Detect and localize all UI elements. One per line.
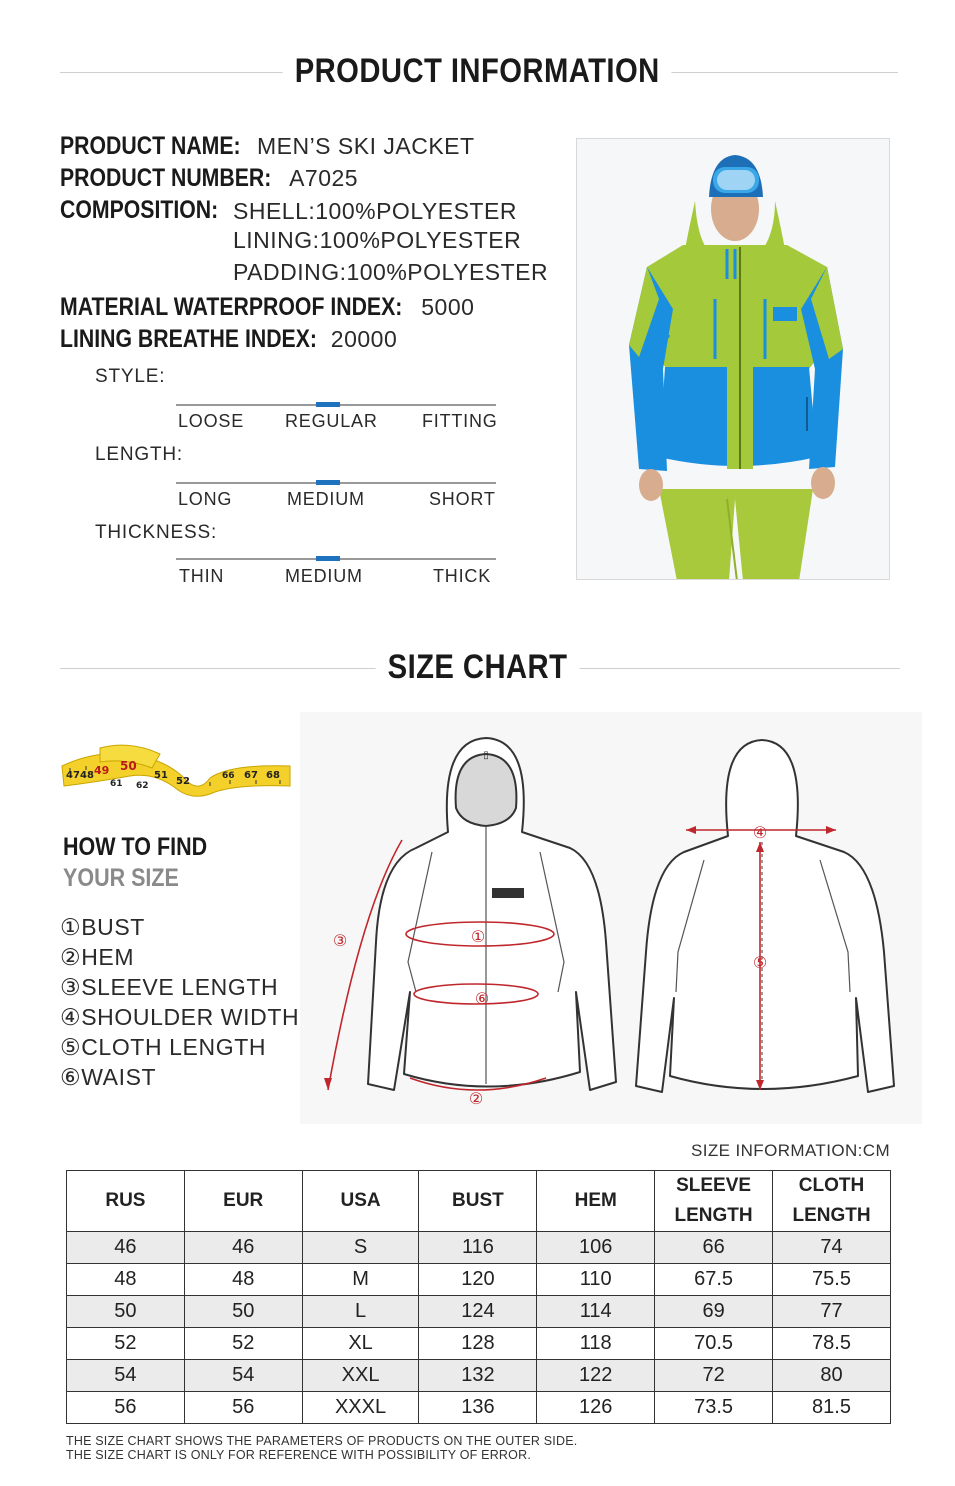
breathe-value: 20000 <box>330 326 398 352</box>
length-scale-label: LENGTH: <box>95 444 183 465</box>
tape-number: 66 <box>222 771 235 781</box>
marker-5: ⑤ <box>752 953 768 972</box>
cell-hem: 110 <box>537 1264 655 1296</box>
cell-eur: 52 <box>184 1328 302 1360</box>
size-table <box>66 1170 891 1424</box>
your-size-heading <box>63 864 198 893</box>
cell-rus: 52 <box>67 1328 185 1360</box>
measure-waist: ⑥WAIST <box>60 1064 157 1090</box>
table-row <box>67 1392 891 1424</box>
measure-sleeve-length: ③SLEEVE LENGTH <box>60 974 279 1000</box>
cell-rus: 56 <box>67 1392 185 1424</box>
tape-number: 51 <box>154 770 168 781</box>
composition-row <box>60 196 246 225</box>
size-chart-title: SIZE CHART <box>376 648 580 687</box>
cell-eur: 54 <box>184 1360 302 1392</box>
product-name-row <box>60 132 475 161</box>
footnote-outer-side: THE SIZE CHART SHOWS THE PARAMETERS OF PRODUCTS ON THE OUTER SIDE. <box>66 1434 578 1448</box>
header-rus: RUS <box>67 1171 185 1232</box>
tape-number: 61 <box>110 779 123 789</box>
table-header-row <box>67 1171 891 1232</box>
how-to-line2: YOUR SIZE <box>63 864 179 892</box>
header-sleeve-length: SLEEVE LENGTH <box>655 1171 773 1232</box>
product-info-title: PRODUCT INFORMATION <box>283 52 672 91</box>
cell-eur: 50 <box>184 1296 302 1328</box>
tape-number: 52 <box>176 776 190 787</box>
cell-usa: XXXL <box>302 1392 419 1424</box>
thickness-option: THICK <box>433 566 491 586</box>
product-number-label: PRODUCT NUMBER: <box>60 164 272 192</box>
unit-note: SIZE INFORMATION:CM <box>691 1141 890 1160</box>
cell-usa: M <box>302 1264 419 1296</box>
cell-cloth-length: 77 <box>773 1296 891 1328</box>
composition-label: COMPOSITION: <box>60 196 219 224</box>
tape-number: 67 <box>244 770 258 781</box>
length-option: SHORT <box>429 489 496 509</box>
cell-bust: 116 <box>419 1232 537 1264</box>
cell-usa: XXL <box>302 1360 419 1392</box>
tape-number: 68 <box>266 770 280 781</box>
length-scale-marker <box>316 480 340 485</box>
thickness-option: THIN <box>179 566 225 586</box>
chest-logo-icon <box>492 888 524 898</box>
length-option: MEDIUM <box>287 489 365 509</box>
measurement-diagram <box>300 712 922 1124</box>
measure-shoulder-width: ④SHOULDER WIDTH <box>60 1004 300 1030</box>
hood-logo-icon: ▯ <box>483 750 489 761</box>
marker-3: ③ <box>332 931 348 950</box>
cell-usa: L <box>302 1296 419 1328</box>
cell-hem: 118 <box>537 1328 655 1360</box>
table-row <box>67 1328 891 1360</box>
table-row <box>67 1296 891 1328</box>
footnote-reference: THE SIZE CHART IS ONLY FOR REFERENCE WITH POSSIBILITY OF ERROR. <box>66 1448 531 1462</box>
cell-rus: 50 <box>67 1296 185 1328</box>
table-row <box>67 1232 891 1264</box>
length-option: LONG <box>178 489 233 509</box>
table-row <box>67 1264 891 1296</box>
waterproof-label: MATERIAL WATERPROOF INDEX: <box>60 293 403 321</box>
product-number-row <box>60 164 358 193</box>
cell-bust: 132 <box>419 1360 537 1392</box>
cell-bust: 120 <box>419 1264 537 1296</box>
cell-rus: 48 <box>67 1264 185 1296</box>
measure-hem: ②HEM <box>60 944 135 970</box>
tape-number: 49 <box>94 764 110 777</box>
how-to-line1: HOW TO FIND <box>63 833 208 861</box>
waterproof-row <box>60 293 474 322</box>
style-scale-label: STYLE: <box>95 366 166 387</box>
cell-hem: 126 <box>537 1392 655 1424</box>
style-option: REGULAR <box>285 411 378 431</box>
cell-bust: 136 <box>419 1392 537 1424</box>
product-name-value: MEN’S SKI JACKET <box>256 133 475 159</box>
header-bust: BUST <box>419 1171 537 1232</box>
ski-jacket-model-illustration <box>577 139 890 580</box>
cell-cloth-length: 74 <box>773 1232 891 1264</box>
measure-bust: ①BUST <box>60 914 145 940</box>
marker-4: ④ <box>752 823 768 842</box>
cell-eur: 46 <box>184 1232 302 1264</box>
header-hem: HEM <box>537 1171 655 1232</box>
cell-eur: 56 <box>184 1392 302 1424</box>
breathe-label: LINING BREATHE INDEX: <box>60 325 317 353</box>
cell-cloth-length: 80 <box>773 1360 891 1392</box>
cell-sleeve-length: 67.5 <box>655 1264 773 1296</box>
marker-6: ⑥ <box>474 989 490 1008</box>
cell-eur: 48 <box>184 1264 302 1296</box>
cell-usa: XL <box>302 1328 419 1360</box>
style-option: LOOSE <box>178 411 245 431</box>
product-name-label: PRODUCT NAME: <box>60 132 241 160</box>
measuring-tape-icon <box>60 738 292 800</box>
cell-usa: S <box>302 1232 419 1264</box>
tape-number: 47 <box>66 770 80 781</box>
cell-cloth-length: 75.5 <box>773 1264 891 1296</box>
cell-bust: 128 <box>419 1328 537 1360</box>
tape-number: 48 <box>80 770 94 781</box>
cell-hem: 122 <box>537 1360 655 1392</box>
cell-cloth-length: 81.5 <box>773 1392 891 1424</box>
header-usa: USA <box>302 1171 419 1232</box>
marker-1: ① <box>470 927 486 946</box>
breathe-row <box>60 325 397 354</box>
cell-cloth-length: 78.5 <box>773 1328 891 1360</box>
product-info-header <box>0 52 955 91</box>
cell-rus: 46 <box>67 1232 185 1264</box>
header-cloth-length: CLOTH LENGTH <box>773 1171 891 1232</box>
product-photo <box>576 138 890 580</box>
size-chart-header <box>0 648 955 687</box>
measure-cloth-length: ⑤CLOTH LENGTH <box>60 1034 267 1060</box>
thickness-option: MEDIUM <box>285 566 363 586</box>
cell-hem: 114 <box>537 1296 655 1328</box>
composition-padding: PADDING:100%POLYESTER <box>233 259 549 285</box>
style-option: FITTING <box>422 411 498 431</box>
style-scale-marker <box>316 402 340 407</box>
composition-shell: SHELL:100%POLYESTER <box>233 198 517 224</box>
header-eur: EUR <box>184 1171 302 1232</box>
how-to-find-heading <box>63 833 231 862</box>
cell-sleeve-length: 72 <box>655 1360 773 1392</box>
thickness-scale-label: THICKNESS: <box>95 522 218 543</box>
cell-sleeve-length: 70.5 <box>655 1328 773 1360</box>
composition-lining: LINING:100%POLYESTER <box>233 227 522 253</box>
cell-bust: 124 <box>419 1296 537 1328</box>
waterproof-value: 5000 <box>421 294 475 320</box>
cell-hem: 106 <box>537 1232 655 1264</box>
thickness-scale-marker <box>316 556 340 561</box>
cell-sleeve-length: 73.5 <box>655 1392 773 1424</box>
tape-number: 50 <box>120 759 137 773</box>
cell-rus: 54 <box>67 1360 185 1392</box>
tape-number: 62 <box>136 781 149 791</box>
cell-sleeve-length: 69 <box>655 1296 773 1328</box>
product-number-value: A7025 <box>289 165 359 191</box>
table-row <box>67 1360 891 1392</box>
marker-2: ② <box>468 1089 484 1108</box>
cell-sleeve-length: 66 <box>655 1232 773 1264</box>
